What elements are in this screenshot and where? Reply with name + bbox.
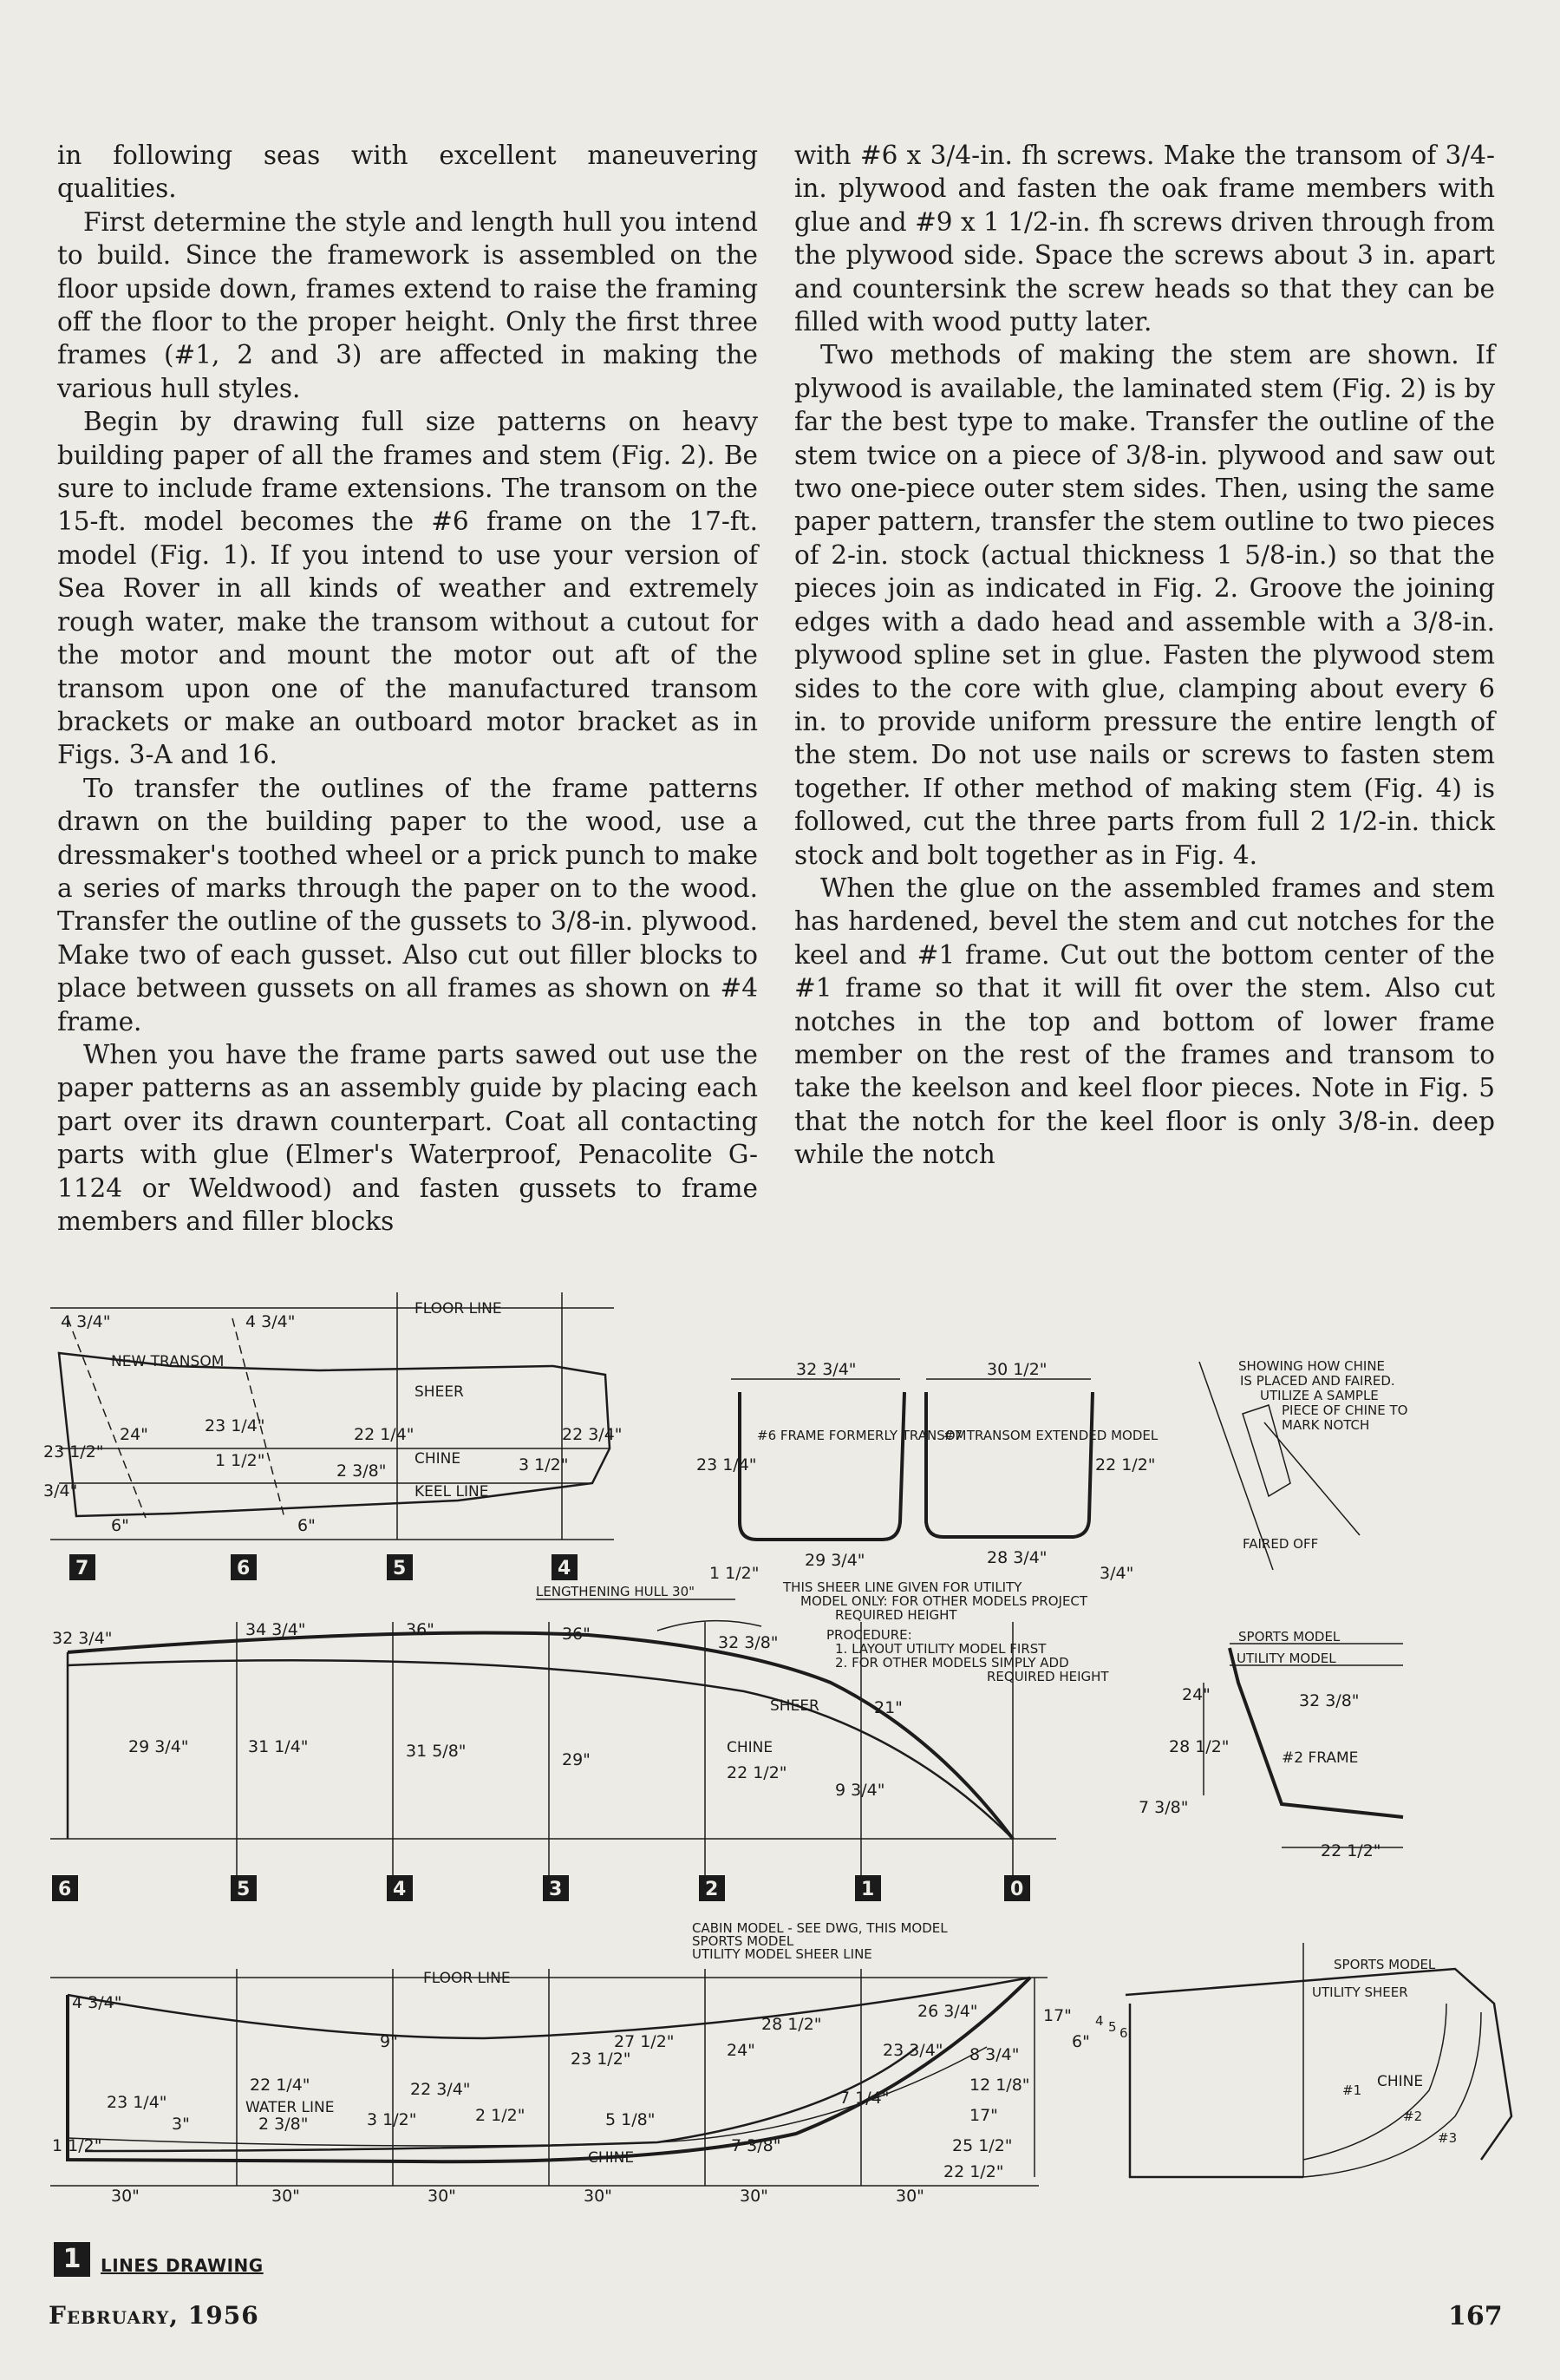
station-marker-5 (231, 1875, 257, 1901)
footer-date: February, 1956 (49, 2301, 259, 2330)
plan-view (50, 1920, 1090, 2206)
dim: 30 1/2" (987, 1360, 1048, 1379)
dim: 27 1/2" (614, 2032, 675, 2051)
dim: 29 3/4" (128, 1737, 189, 1756)
svg-text:5: 5 (393, 1558, 407, 1579)
utility-sheer-label: UTILITY SHEER (1312, 1984, 1408, 2000)
dim: 3" (172, 2115, 190, 2134)
dim: 3 1/2" (519, 1455, 569, 1474)
top-view-section (43, 1292, 623, 1580)
spacing-dim: 30" (584, 2187, 612, 2206)
floor-line-label: FLOOR LINE (414, 1300, 502, 1318)
chine-label: CHINE (588, 2149, 635, 2167)
dim: 1 1/2" (52, 2136, 102, 2155)
svg-text:4: 4 (393, 1879, 407, 1900)
dim: 34 3/4" (245, 1620, 306, 1639)
dim: 28 3/4" (987, 1548, 1048, 1567)
article-right-column (794, 139, 1495, 1172)
chine-note-text: IS PLACED AND FAIRED. (1240, 1373, 1395, 1389)
dim: 28 1/2" (1169, 1737, 1230, 1756)
station-marker-2 (699, 1875, 725, 1901)
transom-7-outline (926, 1392, 1093, 1537)
lengthening-label: LENGTHENING HULL 30" (536, 1584, 695, 1599)
dim: 24" (120, 1425, 148, 1444)
body-station-label: 6 (1119, 2025, 1128, 2041)
dim: 31 5/8" (406, 1742, 467, 1761)
dim: 4 3/4" (245, 1312, 296, 1331)
dim: 29 3/4" (805, 1551, 865, 1570)
spacing-dim: 30" (896, 2187, 924, 2206)
paragraph: with #6 x 3/4-in. fh screws. Make the transom of 3/4-in. plywood and fasten the oak frame members with glue and #9 x 1 1/2-in. fh screws driven through from the plywood side. Space the screws about 3 in. apart and countersink the screw heads so that they can be filled with wood putty later. (794, 141, 1495, 337)
frame-6-outline (740, 1392, 904, 1540)
dim: 25 1/2" (952, 2136, 1013, 2155)
dim: 22 1/4" (354, 1425, 414, 1444)
dim: 32 3/8" (1299, 1691, 1360, 1710)
figure-title: LINES DRAWING (101, 2255, 264, 2276)
dim: 9" (380, 2032, 398, 2051)
body-plan (1095, 1943, 1511, 2177)
utility-model-label: UTILITY MODEL (1237, 1651, 1336, 1666)
sheer-note: THIS SHEER LINE GIVEN FOR UTILITY (783, 1579, 1022, 1595)
page-number: 167 (1448, 2301, 1503, 2331)
dim: 23 1/4" (696, 1455, 757, 1474)
frame-2-drawing (1139, 1629, 1403, 1860)
paragraph: To transfer the outlines of the frame patterns drawn on the building paper to the wood, use a dressmaker's toothed wheel or a prick punch to make a series of marks through the paper on to the wood. Transfer the outline of the gussets to 3/8-in. plywood. Make two of each gusset. Also cut out filler blocks to place between gussets on all frames as shown on #4 frame. (57, 773, 758, 1036)
dim: 6" (111, 1516, 129, 1535)
dim: 8 3/4" (969, 2045, 1020, 2064)
profile-view (50, 1579, 1109, 1901)
faired-off-label: FAIRED OFF (1243, 1536, 1319, 1552)
dim: 26 3/4" (917, 2002, 978, 2021)
svg-text:0: 0 (1010, 1879, 1024, 1900)
new-transom-label: NEW TRANSOM (111, 1353, 225, 1370)
dim: 29" (562, 1750, 591, 1769)
station-marker-3 (543, 1875, 569, 1901)
station-marker-5 (387, 1554, 413, 1580)
dim: 5 1/8" (605, 2110, 656, 2129)
keel-line-label: KEEL LINE (414, 1483, 489, 1501)
svg-text:1: 1 (861, 1879, 875, 1900)
svg-text:2: 2 (705, 1879, 719, 1900)
dim: 6" (297, 1516, 316, 1535)
new-transom-line (68, 1318, 146, 1518)
dim: 32 3/4" (796, 1360, 857, 1379)
chine-note-text: SHOWING HOW CHINE (1238, 1358, 1386, 1374)
dim: 1 1/2" (709, 1564, 760, 1583)
dim: 24" (727, 2041, 755, 2060)
body-station-label: #2 (1403, 2109, 1423, 2124)
chine-label: CHINE (727, 1739, 773, 1756)
sports-model-label: SPORTS MODEL (1334, 1957, 1436, 1972)
chine-note-text: PIECE OF CHINE TO (1282, 1402, 1408, 1418)
transom-7-drawing (926, 1360, 1159, 1583)
lines-drawing-figure (43, 1284, 1524, 2206)
paragraph: in following seas with excellent maneuvering qualities. (57, 141, 758, 204)
dim: 4 3/4" (72, 1993, 122, 2012)
frame-2-outline (1230, 1648, 1403, 1817)
dim: 32 3/4" (52, 1629, 113, 1648)
body-station-label: 4 (1095, 2013, 1104, 2029)
body-station-label: #3 (1438, 2130, 1458, 2146)
spacing-dim: 30" (271, 2187, 300, 2206)
dim: 22 1/4" (250, 2076, 310, 2095)
dim: 22 1/2" (943, 2162, 1004, 2181)
legend-text: CABIN MODEL - SEE DWG, THIS MODEL (692, 1920, 948, 1936)
svg-text:5: 5 (237, 1879, 251, 1900)
dim: 22 1/2" (1095, 1455, 1156, 1474)
dim: 24" (1182, 1685, 1211, 1704)
svg-text:4: 4 (558, 1558, 571, 1579)
station-marker-4 (552, 1554, 578, 1580)
chine-note-text: MARK NOTCH (1282, 1417, 1370, 1433)
dim: 22 3/4" (410, 2080, 471, 2099)
station-curve (1303, 2004, 1446, 2160)
sheer-label: SHEER (414, 1383, 464, 1401)
station-marker-1 (855, 1875, 881, 1901)
dim: 12 1/8" (969, 2076, 1030, 2095)
sheer-note: REQUIRED HEIGHT (987, 1669, 1109, 1684)
spacing-dim: 30" (428, 2187, 456, 2206)
dim: 7 3/8" (1139, 1798, 1189, 1817)
body-station-label: #1 (1342, 2082, 1362, 2098)
floor-line-label: FLOOR LINE (423, 1970, 511, 1987)
sheer-note: PROCEDURE: (826, 1627, 912, 1643)
dim: 22 1/2" (727, 1763, 787, 1782)
station-marker-0 (1004, 1875, 1030, 1901)
dim: 2 1/2" (475, 2106, 525, 2125)
transom-7-label: #7 TRANSOM EXTENDED MODEL (943, 1428, 1159, 1443)
svg-text:6: 6 (58, 1879, 72, 1900)
dim: 23 1/2" (571, 2050, 631, 2069)
dim: 3/4" (1100, 1564, 1134, 1583)
dim: 2 3/8" (258, 2115, 309, 2134)
dim: 7 3/8" (731, 2136, 781, 2155)
dim: 36" (562, 1625, 591, 1644)
dim: 36" (406, 1620, 434, 1639)
sports-model-label: SPORTS MODEL (1238, 1629, 1341, 1644)
svg-text:7: 7 (75, 1558, 89, 1579)
paragraph: When the glue on the assembled frames and stem has hardened, bevel the stem and cut notches for the keel and #1 frame. Cut out the bottom center of the #1 frame so that it will fit over the stem. Also cut notches in the top and bottom of lower frame member on the rest of the frames and transom to take the keelson and keel floor pieces. Note in Fig. 5 that the notch for the keel floor is only 3/8-in. deep while the notch (794, 873, 1495, 1170)
spacing-dim: 30" (111, 2187, 140, 2206)
svg-text:6: 6 (237, 1558, 251, 1579)
paragraph: Two methods of making the stem are shown. If plywood is available, the laminated stem (Fig. 2) is by far the best type to make. Transfer the outline of the stem twice on a piece of 3/8-in. plywood and saw out two one-piece outer stem sides. Then, using the same paper pattern, transfer the stem outline to two pieces of 2-in. stock (actual thickness 1 5/8-in.) so that the pieces join as indicated in Fig. 2. Groove the joining edges with a dado head and assemble with a 3/8-in. plywood spline set in glue. Fasten the plywood stem sides to the core with glue, clamping about every 6 in. to provide uniform pressure the entire length of the stem. Do not use nails or screws to fasten stem together. If other method of making stem (Fig. 4) is followed, cut the three parts from full 2 1/2-in. thick stock and bolt together as in Fig. 4. (794, 340, 1495, 870)
station-marker-6 (52, 1875, 78, 1901)
sheer-note: MODEL ONLY: FOR OTHER MODELS PROJECT (800, 1593, 1088, 1609)
dim: 4 3/4" (61, 1312, 111, 1331)
dim: 3 1/2" (367, 2110, 417, 2129)
dim: 22 3/4" (562, 1425, 623, 1444)
dim: 1 1/2" (215, 1451, 265, 1470)
transom-side (1130, 2004, 1303, 2177)
body-station-label: 5 (1108, 2019, 1117, 2035)
station-marker-6 (231, 1554, 257, 1580)
svg-text:3: 3 (549, 1879, 563, 1900)
dim: 23 1/4" (107, 2093, 167, 2112)
paragraph: First determine the style and length hull you intend to build. Since the framework is assembled on the floor upside down, frames extend to raise the framing off the floor to the proper height. Only the first three frames (#1, 2 and 3) are affected in making the various hull styles. (57, 206, 758, 403)
spacing-dim: 30" (740, 2187, 768, 2206)
dim: 22 1/2" (1321, 1841, 1381, 1860)
paragraph: Begin by drawing full size patterns on heavy building paper of all the frames and stem (Fig. 2). Be sure to include frame extensions. The transom on the 15-ft. model becomes the #6 frame on the 17-ft. model (Fig. 1). If you intend to use your version of Sea Rover in all kinds of weather and extremely rough water, make the transom without a cutout for the motor and mount the motor out aft of the transom upon one of the manufactured transom brackets or make an outboard motor bracket as in Figs. 3-A and 16. (57, 407, 758, 770)
dim: 28 1/2" (761, 2015, 822, 2034)
legend-text: UTILITY MODEL SHEER LINE (692, 1946, 872, 1962)
sheer-note: 2. FOR OTHER MODELS SIMPLY ADD (835, 1655, 1069, 1671)
dim: 32 3/8" (718, 1633, 779, 1652)
chine-note-text: UTILIZE A SAMPLE (1260, 1388, 1379, 1403)
dim: 23 3/4" (883, 2041, 943, 2060)
chine-note (1199, 1358, 1407, 1570)
sheer-note: REQUIRED HEIGHT (835, 1607, 957, 1623)
legend-text: SPORTS MODEL (692, 1933, 794, 1949)
dim: 17" (969, 2106, 998, 2125)
article-left-column (57, 139, 758, 1238)
water-line-label: WATER LINE (245, 2099, 335, 2116)
dim: 17" (1043, 2006, 1072, 2025)
dim: 2 3/8" (336, 1461, 387, 1481)
dim: 23 1/2" (43, 1442, 104, 1461)
figure-number: 1 (54, 2242, 90, 2277)
frame-6-label: #6 FRAME FORMERLY TRANSOM (757, 1428, 967, 1443)
chine-label: CHINE (1377, 2073, 1424, 2090)
dim: 21" (874, 1698, 903, 1717)
dim: 3/4" (43, 1481, 78, 1501)
sheer-note: 1. LAYOUT UTILITY MODEL FIRST (835, 1641, 1047, 1657)
station-marker-7 (69, 1554, 95, 1580)
chine-label: CHINE (414, 1450, 461, 1468)
sheer-label: SHEER (770, 1697, 819, 1715)
dim: 23 1/4" (205, 1416, 265, 1435)
leader-arrow (657, 1621, 761, 1631)
paragraph: When you have the frame parts sawed out use the paper patterns as an assembly guide by placing each part over its drawn counterpart. Coat all contacting parts with glue (Elmer's Waterproof, Penacolite G-1124 or Weldwood) and fasten gussets to frame members and filler blocks (57, 1039, 758, 1236)
dim: 7 1/4" (839, 2089, 890, 2108)
dim: 9 3/4" (835, 1781, 885, 1800)
chine-line (68, 1660, 1013, 1839)
dim: 31 1/4" (248, 1737, 309, 1756)
frame-2-label: #2 FRAME (1282, 1749, 1359, 1767)
station-marker-4 (387, 1875, 413, 1901)
dim: 6" (1072, 2032, 1090, 2051)
